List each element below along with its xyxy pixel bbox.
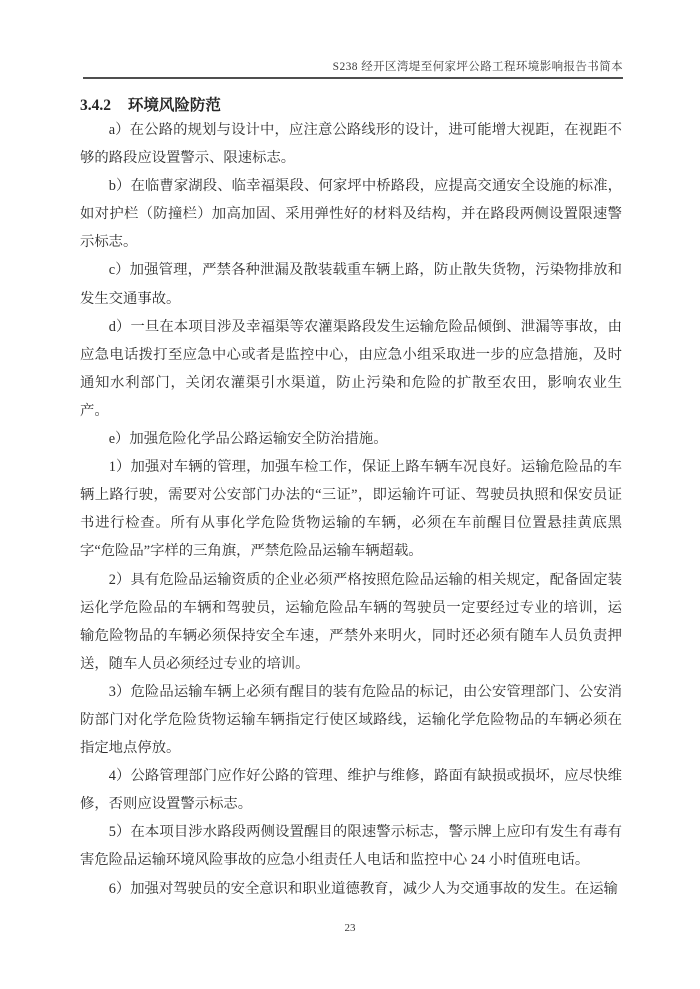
paragraph-e: e）加强危险化学品公路运输安全防治措施。 xyxy=(108,431,388,448)
paragraph-item-6: 6）加强对驾驶员的安全意识和职业道德教育，减少人为交通事故的发生。在运输 xyxy=(108,880,618,897)
section-heading xyxy=(80,93,221,115)
paragraph-item-4: 4）公路管理部门应作好公路的管理、维护与维修，路面有缺损或损坏，应尽快维修，否则应设置警示标志。 xyxy=(80,768,622,813)
running-header xyxy=(80,58,623,74)
document-body xyxy=(80,116,622,903)
paragraph-item-1: 1）加强对车辆的管理，加强车检工作，保证上路车辆车况良好。运输危险品的车辆上路行驶，需要对公安部门办法的“三证”，即运输许可证、驾驶员执照和保安员证书进行检查。所有从事化学危险货物运输的车辆，必须在车前醒目位置悬挂黄底黑字“危险品”字样的三角旗，严禁危险品运输车辆超载。 xyxy=(80,459,622,560)
section-title: 环境风险防范 xyxy=(127,97,221,114)
paragraph-b: b）在临曹家湖段、临幸福渠段、何家坪中桥路段，应提高交通安全设施的标准，如对护栏（防撞栏）加高加固、采用弹性好的材料及结构，并在路段两侧设置限速警示标志。 xyxy=(80,178,622,251)
header-rule xyxy=(83,77,623,79)
paragraph-item-3: 3）危险品运输车辆上必须有醒目的装有危险品的标记，由公安管理部门、公安消防部门对化学危险货物运输车辆指定行使区域路线，运输化学危险物品的车辆必须在指定地点停放。 xyxy=(80,683,622,757)
paragraph-item-2: 2）具有危险品运输资质的企业必须严格按照危险品运输的相关规定，配备固定装运化学危险品的车辆和驾驶员，运输危险品车辆的驾驶员一定要经过专业的培训，运输危险物品的车辆必须保持安全车速，严禁外来明火，同时还必须有随车人员负责押送，随车人员必须经过专业的培训。 xyxy=(80,571,622,672)
paragraph-c: c）加强管理，严禁各种泄漏及散装载重车辆上路，防止散失货物，污染物排放和发生交通事故。 xyxy=(80,262,622,307)
running-header-text: S238 经开区湾堤至何家坪公路工程环境影响报告书简本 xyxy=(332,61,623,73)
section-number: 3.4.2 xyxy=(80,97,111,114)
page-number: 23 xyxy=(344,922,356,934)
paragraph-d: d）一旦在本项目涉及幸福渠等农灌渠路段发生运输危险品倾倒、泄漏等事故，由应急电话拨打至应急中心或者是监控中心，由应急小组采取进一步的应急措施，及时通知水利部门，关闭农灌渠引水渠道，防止污染和危险的扩散至农田，影响农业生产。 xyxy=(80,318,622,419)
paragraph-a: a）在公路的规划与设计中，应注意公路线形的设计，进可能增大视距，在视距不够的路段应设置警示、限速标志。 xyxy=(80,122,622,167)
paragraph-item-5: 5）在本项目涉水路段两侧设置醒目的限速警示标志，警示牌上应印有发生有毒有害危险品运输环境风险事故的应急小组责任人电话和监控中心 24 小时值班电话。 xyxy=(80,824,622,869)
page-footer xyxy=(0,922,700,934)
